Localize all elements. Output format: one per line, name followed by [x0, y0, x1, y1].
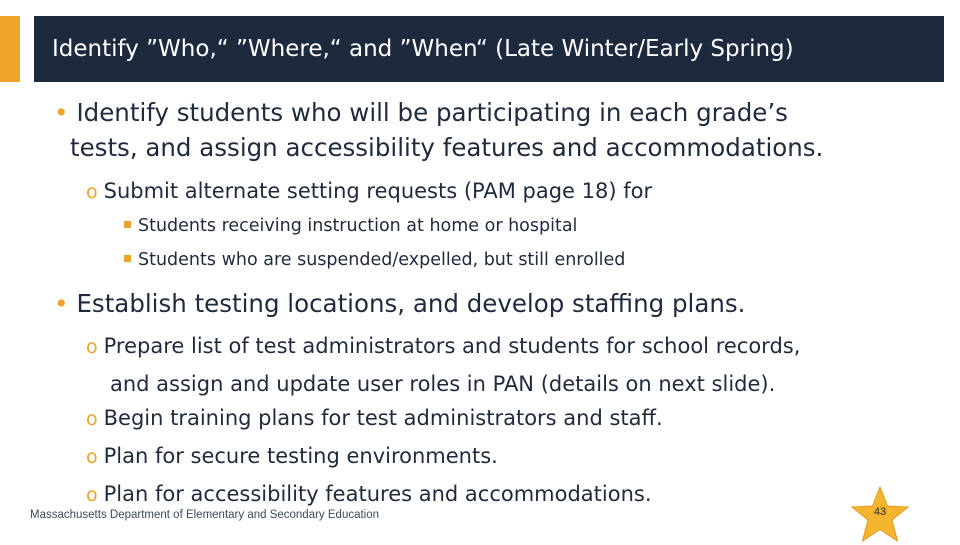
sub-bullet-training	[86, 400, 946, 438]
bullet-text: Establish testing locations, and develop staffing plans.	[76, 289, 746, 318]
bullet-identify-students	[54, 95, 934, 165]
circle-bullet-icon: o	[86, 336, 98, 358]
sub-bullet-text: Begin training plans for test administrators and staff.	[103, 406, 663, 430]
list-item	[124, 214, 577, 238]
circle-bullet-icon: o	[86, 181, 98, 203]
bullet-text-continued: tests, and assign accessibility features and accommodations.	[70, 133, 824, 162]
square-bullet-icon	[124, 221, 131, 228]
circle-bullet-icon: o	[86, 484, 98, 506]
footer-organization: Massachusetts Department of Elementary and Secondary Education	[30, 509, 380, 521]
sub-bullet-text-continued: and assign and update user roles in PAN (details on next slide).	[110, 372, 776, 396]
sub-bullet-secure-env	[86, 438, 946, 476]
sub-bullet-text: Submit alternate setting requests (PAM page 18) for	[103, 179, 653, 203]
bullet-text: Identify students who will be participating in each grade’s	[76, 98, 788, 127]
sub-bullet-prepare-list	[86, 328, 946, 403]
bullet-dot-icon: •	[54, 98, 69, 127]
bullet-dot-icon: •	[54, 289, 69, 318]
bullet-establish-locations	[54, 286, 934, 321]
list-item-text: Students receiving instruction at home or hospital	[138, 216, 578, 236]
sub-bullet-text: Plan for accessibility features and accommodations.	[103, 482, 652, 506]
list-item-text: Students who are suspended/expelled, but still enrolled	[138, 250, 626, 270]
circle-bullet-icon: o	[86, 446, 98, 468]
sub-bullet-text: Plan for secure testing environments.	[103, 444, 498, 468]
page-number: 43	[873, 506, 887, 518]
list-item	[124, 248, 625, 272]
circle-bullet-icon: o	[86, 408, 98, 430]
sub-bullet-alternate-setting	[86, 173, 946, 211]
sub-bullet-text: Prepare list of test administrators and students for school records,	[103, 334, 801, 358]
slide-title: Identify ”Who,“ ”Where,“ and ”When“ (Late Winter/Early Spring)	[52, 36, 794, 62]
square-bullet-icon	[124, 255, 131, 262]
